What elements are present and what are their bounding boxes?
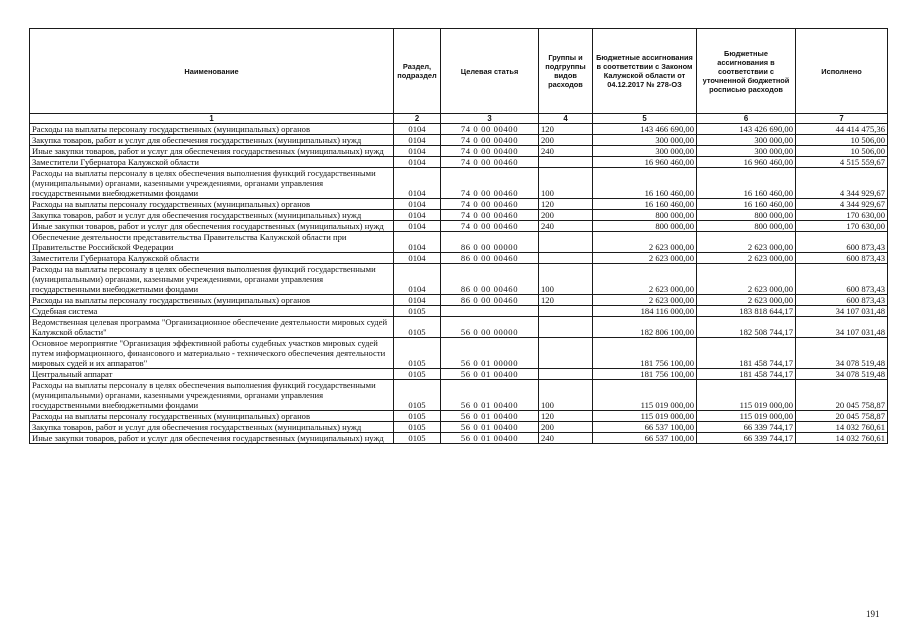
row-expense-group <box>539 317 593 338</box>
row-section: 0105 <box>394 338 441 369</box>
row-expense-group <box>539 157 593 168</box>
row-name: Судебная система <box>30 306 394 317</box>
row-budget-refined: 115 019 000,00 <box>697 411 796 422</box>
row-name: Расходы на выплаты персоналу в целях обеспечения выполнения функций государственными (муниципальными) органами, казенными учреждениями, органами управления государственными внебюджетными фондами <box>30 380 394 411</box>
row-budget-refined: 2 623 000,00 <box>697 264 796 295</box>
col-number: 1 <box>30 114 394 124</box>
row-section: 0104 <box>394 168 441 199</box>
col-number: 3 <box>441 114 539 124</box>
row-section: 0104 <box>394 232 441 253</box>
row-executed: 34 107 031,48 <box>796 317 888 338</box>
table-row <box>30 232 888 253</box>
row-budget-refined: 16 960 460,00 <box>697 157 796 168</box>
row-section: 0104 <box>394 135 441 146</box>
col-number: 7 <box>796 114 888 124</box>
row-budget-law: 182 806 100,00 <box>593 317 697 338</box>
row-target-article: 56 0 01 00400 <box>441 411 539 422</box>
row-target-article: 86 0 00 00460 <box>441 295 539 306</box>
row-executed: 34 107 031,48 <box>796 306 888 317</box>
row-expense-group: 240 <box>539 221 593 232</box>
row-target-article: 56 0 01 00400 <box>441 380 539 411</box>
row-budget-law: 300 000,00 <box>593 146 697 157</box>
row-name: Расходы на выплаты персоналу государственных (муниципальных) органов <box>30 295 394 306</box>
table-row <box>30 317 888 338</box>
row-executed: 600 873,43 <box>796 295 888 306</box>
row-name: Закупка товаров, работ и услуг для обеспечения государственных (муниципальных) нужд <box>30 135 394 146</box>
table-row <box>30 433 888 444</box>
row-name: Расходы на выплаты персоналу государственных (муниципальных) органов <box>30 411 394 422</box>
row-executed: 14 032 760,61 <box>796 433 888 444</box>
row-expense-group: 240 <box>539 433 593 444</box>
row-section: 0104 <box>394 295 441 306</box>
column-numbers-row <box>30 114 888 124</box>
row-expense-group <box>539 306 593 317</box>
row-budget-refined: 182 508 744,17 <box>697 317 796 338</box>
row-executed: 4 515 559,67 <box>796 157 888 168</box>
row-budget-law: 66 537 100,00 <box>593 422 697 433</box>
table-row <box>30 210 888 221</box>
row-expense-group: 120 <box>539 411 593 422</box>
row-section: 0105 <box>394 380 441 411</box>
row-section: 0105 <box>394 369 441 380</box>
col-number: 4 <box>539 114 593 124</box>
table-row <box>30 422 888 433</box>
row-executed: 600 873,43 <box>796 264 888 295</box>
row-target-article: 74 0 00 00460 <box>441 221 539 232</box>
row-budget-law: 16 160 460,00 <box>593 199 697 210</box>
row-executed: 4 344 929,67 <box>796 168 888 199</box>
row-target-article <box>441 306 539 317</box>
row-section: 0104 <box>394 221 441 232</box>
col-number: 6 <box>697 114 796 124</box>
row-section: 0104 <box>394 157 441 168</box>
row-expense-group: 100 <box>539 380 593 411</box>
table-row <box>30 199 888 210</box>
row-expense-group: 100 <box>539 264 593 295</box>
row-expense-group: 120 <box>539 295 593 306</box>
row-target-article: 56 0 01 00000 <box>441 338 539 369</box>
row-budget-refined: 800 000,00 <box>697 221 796 232</box>
table-row <box>30 380 888 411</box>
row-target-article: 56 0 01 00400 <box>441 422 539 433</box>
row-target-article: 74 0 00 00460 <box>441 199 539 210</box>
row-budget-law: 184 116 000,00 <box>593 306 697 317</box>
col-number: 5 <box>593 114 697 124</box>
row-name: Закупка товаров, работ и услуг для обеспечения государственных (муниципальных) нужд <box>30 422 394 433</box>
row-name: Закупка товаров, работ и услуг для обеспечения государственных (муниципальных) нужд <box>30 210 394 221</box>
header-name: Наименование <box>30 29 394 114</box>
row-target-article: 74 0 00 00460 <box>441 210 539 221</box>
row-section: 0105 <box>394 317 441 338</box>
row-budget-law: 2 623 000,00 <box>593 295 697 306</box>
row-budget-law: 181 756 100,00 <box>593 338 697 369</box>
header-budget-law: Бюджетные ассигнования в соответствии с Законом Калужской области от 04.12.2017 № 278-ОЗ <box>593 29 697 114</box>
row-target-article: 74 0 00 00460 <box>441 157 539 168</box>
row-section: 0105 <box>394 433 441 444</box>
table-row <box>30 253 888 264</box>
row-budget-law: 181 756 100,00 <box>593 369 697 380</box>
row-name: Расходы на выплаты персоналу в целях обеспечения выполнения функций государственными (муниципальными) органами, казенными учреждениями, органами управления государственными внебюджетными фондами <box>30 264 394 295</box>
row-section: 0105 <box>394 306 441 317</box>
row-budget-law: 66 537 100,00 <box>593 433 697 444</box>
table-row <box>30 124 888 135</box>
row-section: 0105 <box>394 422 441 433</box>
row-budget-refined: 2 623 000,00 <box>697 295 796 306</box>
row-budget-law: 115 019 000,00 <box>593 411 697 422</box>
row-name: Центральный аппарат <box>30 369 394 380</box>
row-expense-group <box>539 253 593 264</box>
page-number: 191 <box>866 609 880 619</box>
header-groups: Группы и подгруппы видов расходов <box>539 29 593 114</box>
table-row <box>30 221 888 232</box>
row-target-article: 56 0 01 00400 <box>441 369 539 380</box>
row-target-article: 86 0 00 00460 <box>441 264 539 295</box>
row-budget-law: 300 000,00 <box>593 135 697 146</box>
row-section: 0105 <box>394 411 441 422</box>
row-executed: 34 078 519,48 <box>796 369 888 380</box>
row-section: 0104 <box>394 199 441 210</box>
row-budget-refined: 181 458 744,17 <box>697 338 796 369</box>
row-budget-law: 16 160 460,00 <box>593 168 697 199</box>
row-name: Расходы на выплаты персоналу государственных (муниципальных) органов <box>30 124 394 135</box>
row-budget-law: 800 000,00 <box>593 210 697 221</box>
row-section: 0104 <box>394 124 441 135</box>
header-target: Целевая статья <box>441 29 539 114</box>
row-expense-group <box>539 369 593 380</box>
row-executed: 14 032 760,61 <box>796 422 888 433</box>
row-name: Основное мероприятие "Организация эффективной работы судебных участков мировых судей путем информационного, финансового и материально - технического обеспечения деятельности мировых судей и их аппаратов" <box>30 338 394 369</box>
row-expense-group: 240 <box>539 146 593 157</box>
row-expense-group: 200 <box>539 135 593 146</box>
row-budget-law: 115 019 000,00 <box>593 380 697 411</box>
col-number: 2 <box>394 114 441 124</box>
row-executed: 20 045 758,87 <box>796 380 888 411</box>
row-executed: 170 630,00 <box>796 221 888 232</box>
row-budget-law: 2 623 000,00 <box>593 264 697 295</box>
table-row <box>30 135 888 146</box>
row-expense-group: 120 <box>539 124 593 135</box>
row-budget-refined: 143 426 690,00 <box>697 124 796 135</box>
table-row <box>30 146 888 157</box>
row-section: 0104 <box>394 253 441 264</box>
row-name: Иные закупки товаров, работ и услуг для обеспечения государственных (муниципальных) нужд <box>30 221 394 232</box>
row-target-article: 86 0 00 00460 <box>441 253 539 264</box>
row-budget-refined: 115 019 000,00 <box>697 380 796 411</box>
row-executed: 600 873,43 <box>796 253 888 264</box>
row-name: Заместители Губернатора Калужской области <box>30 157 394 168</box>
row-section: 0104 <box>394 210 441 221</box>
row-budget-refined: 300 000,00 <box>697 146 796 157</box>
row-budget-refined: 183 818 644,17 <box>697 306 796 317</box>
row-expense-group <box>539 232 593 253</box>
table-row <box>30 264 888 295</box>
budget-table <box>29 28 888 444</box>
table-row <box>30 306 888 317</box>
row-expense-group: 200 <box>539 210 593 221</box>
row-expense-group: 120 <box>539 199 593 210</box>
row-target-article: 74 0 00 00400 <box>441 135 539 146</box>
row-section: 0104 <box>394 264 441 295</box>
row-budget-refined: 2 623 000,00 <box>697 232 796 253</box>
table-row <box>30 411 888 422</box>
row-budget-refined: 16 160 460,00 <box>697 199 796 210</box>
row-executed: 4 344 929,67 <box>796 199 888 210</box>
table-row <box>30 369 888 380</box>
row-name: Расходы на выплаты персоналу государственных (муниципальных) органов <box>30 199 394 210</box>
row-name: Заместители Губернатора Калужской области <box>30 253 394 264</box>
header-budget-refined: Бюджетные ассигнования в соответствии с уточненной бюджетной росписью расходов <box>697 29 796 114</box>
row-budget-refined: 66 339 744,17 <box>697 433 796 444</box>
row-budget-refined: 300 000,00 <box>697 135 796 146</box>
row-budget-law: 16 960 460,00 <box>593 157 697 168</box>
table-row <box>30 157 888 168</box>
row-executed: 10 506,00 <box>796 135 888 146</box>
header-executed: Исполнено <box>796 29 888 114</box>
table-row <box>30 168 888 199</box>
table-row <box>30 338 888 369</box>
row-target-article: 86 0 00 00000 <box>441 232 539 253</box>
row-name: Обеспечение деятельности представительства Правительства Калужской области при Правительстве Российской Федерации <box>30 232 394 253</box>
row-target-article: 56 0 00 00000 <box>441 317 539 338</box>
row-executed: 44 414 475,36 <box>796 124 888 135</box>
row-target-article: 56 0 01 00400 <box>441 433 539 444</box>
row-target-article: 74 0 00 00460 <box>441 168 539 199</box>
row-name: Расходы на выплаты персоналу в целях обеспечения выполнения функций государственными (муниципальными) органами, казенными учреждениями, органами управления государственными внебюджетными фондами <box>30 168 394 199</box>
row-name: Иные закупки товаров, работ и услуг для обеспечения государственных (муниципальных) нужд <box>30 146 394 157</box>
row-expense-group: 100 <box>539 168 593 199</box>
table-header-row <box>30 29 888 114</box>
row-budget-refined: 2 623 000,00 <box>697 253 796 264</box>
row-section: 0104 <box>394 146 441 157</box>
row-budget-law: 2 623 000,00 <box>593 232 697 253</box>
row-name: Иные закупки товаров, работ и услуг для обеспечения государственных (муниципальных) нужд <box>30 433 394 444</box>
row-budget-refined: 181 458 744,17 <box>697 369 796 380</box>
table-row <box>30 295 888 306</box>
row-budget-refined: 800 000,00 <box>697 210 796 221</box>
row-executed: 34 078 519,48 <box>796 338 888 369</box>
row-budget-law: 2 623 000,00 <box>593 253 697 264</box>
row-name: Ведомственная целевая программа "Организационное обеспечение деятельности мировых судей Калужской области" <box>30 317 394 338</box>
row-executed: 600 873,43 <box>796 232 888 253</box>
row-budget-refined: 66 339 744,17 <box>697 422 796 433</box>
header-section: Раздел, подраздел <box>394 29 441 114</box>
row-budget-law: 800 000,00 <box>593 221 697 232</box>
row-target-article: 74 0 00 00400 <box>441 124 539 135</box>
row-budget-refined: 16 160 460,00 <box>697 168 796 199</box>
row-executed: 20 045 758,87 <box>796 411 888 422</box>
row-expense-group: 200 <box>539 422 593 433</box>
row-executed: 10 506,00 <box>796 146 888 157</box>
row-budget-law: 143 466 690,00 <box>593 124 697 135</box>
row-executed: 170 630,00 <box>796 210 888 221</box>
row-target-article: 74 0 00 00400 <box>441 146 539 157</box>
row-expense-group <box>539 338 593 369</box>
